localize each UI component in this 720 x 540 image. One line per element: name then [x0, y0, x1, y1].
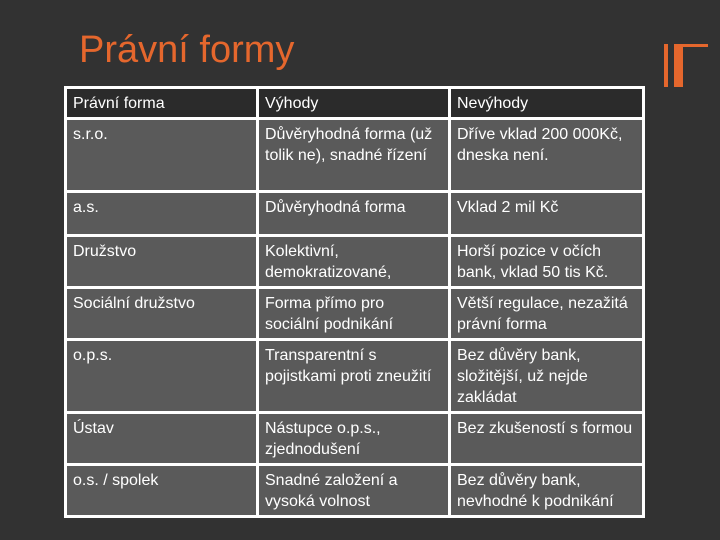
- cell-advantages: Důvěryhodná forma (už tolik ne), snadné řízení: [258, 119, 450, 192]
- header-advantages: Výhody: [258, 88, 450, 119]
- cell-legal-form: a.s.: [66, 192, 258, 236]
- corner-decoration: [664, 44, 708, 87]
- table-row: [66, 413, 644, 465]
- cell-legal-form: Ústav: [66, 413, 258, 465]
- cell-advantages: Kolektivní, demokratizované,: [258, 236, 450, 288]
- cell-advantages: Snadné založení a vysoká volnost: [258, 465, 450, 517]
- cell-advantages: Transparentní s pojistkami proti zneužití: [258, 340, 450, 413]
- header-disadvantages: Nevýhody: [450, 88, 644, 119]
- cell-legal-form: o.p.s.: [66, 340, 258, 413]
- cell-legal-form: Sociální družstvo: [66, 288, 258, 340]
- decoration-bar: [664, 44, 668, 87]
- table-row: [66, 119, 644, 192]
- slide-title: Právní formy: [79, 29, 295, 71]
- cell-disadvantages: Bez důvěry bank, nevhodné k podnikání: [450, 465, 644, 517]
- table-row: [66, 465, 644, 517]
- legal-forms-table: [64, 86, 645, 518]
- cell-legal-form: Družstvo: [66, 236, 258, 288]
- table-row: [66, 192, 644, 236]
- cell-disadvantages: Vklad 2 mil Kč: [450, 192, 644, 236]
- cell-disadvantages: Dříve vklad 200 000Kč, dneska není.: [450, 119, 644, 192]
- table-row: [66, 288, 644, 340]
- table-row: [66, 236, 644, 288]
- cell-advantages: Forma přímo pro sociální podnikání: [258, 288, 450, 340]
- decoration-bracket: [674, 44, 708, 87]
- table-header-row: [66, 88, 644, 119]
- cell-disadvantages: Bez důvěry bank, složitější, už nejde zakládat: [450, 340, 644, 413]
- cell-legal-form: o.s. / spolek: [66, 465, 258, 517]
- table-row: [66, 340, 644, 413]
- cell-advantages: Nástupce o.p.s., zjednodušení: [258, 413, 450, 465]
- cell-advantages: Důvěryhodná forma: [258, 192, 450, 236]
- header-legal-form: Právní forma: [66, 88, 258, 119]
- cell-disadvantages: Horší pozice v očích bank, vklad 50 tis Kč.: [450, 236, 644, 288]
- cell-legal-form: s.r.o.: [66, 119, 258, 192]
- cell-disadvantages: Větší regulace, nezažitá právní forma: [450, 288, 644, 340]
- cell-disadvantages: Bez zkušeností s formou: [450, 413, 644, 465]
